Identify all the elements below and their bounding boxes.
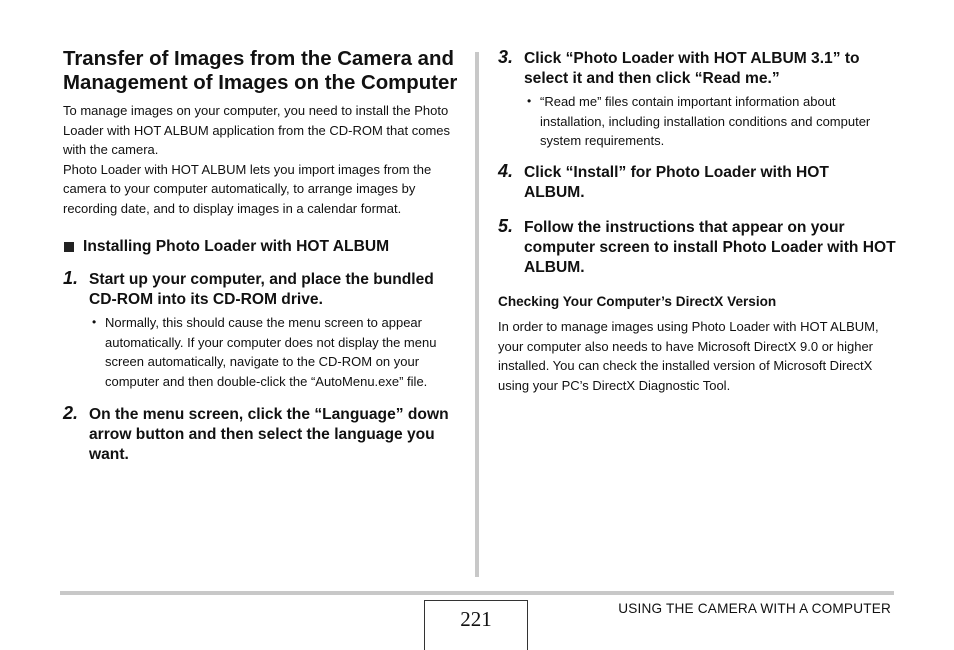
step-text: Start up your computer, and place the bundled CD-ROM into its CD-ROM drive.	[89, 271, 434, 308]
subheading: Checking Your Computer’s DirectX Version	[498, 294, 777, 309]
step-2	[63, 405, 458, 465]
step-bullet	[524, 92, 898, 151]
bullet-dot-icon: •	[527, 94, 532, 108]
step-text: Click “Photo Loader with HOT ALBUM 3.1” to select it and then click “Read me.”	[524, 50, 860, 87]
column-divider	[475, 52, 479, 577]
page-number: 221	[460, 607, 492, 631]
bullet-dot-icon: •	[92, 315, 97, 329]
step-text: Follow the instructions that appear on your computer screen to install Photo Loader with HOT ALBUM.	[524, 219, 896, 276]
intro-paragraph-2: Photo Loader with HOT ALBUM lets you import images from the camera to your computer automatically, to arrange images by recording date, and to display images in a calendar format.	[63, 161, 432, 216]
intro-text	[63, 101, 458, 218]
page-number-box	[424, 600, 528, 650]
step-text: Click “Install” for Photo Loader with HOT ALBUM.	[524, 164, 829, 201]
step-bullet-text: “Read me” files contain important information about installation, including installation conditions and computer system requirements.	[540, 94, 871, 148]
intro-paragraph-1: To manage images on your computer, you need to install the Photo Loader with HOT ALBUM application from the CD-ROM that comes with the camera.	[63, 103, 451, 157]
step-number: 1.	[63, 268, 79, 288]
square-bullet-icon	[64, 242, 74, 252]
step-bullet	[89, 313, 463, 391]
step-3	[498, 49, 898, 151]
step-4	[498, 163, 868, 203]
step-bullet-text: Normally, this should cause the menu screen to appear automatically. If your computer does not display the menu screen automatically, navigate to the CD-ROM on your computer and then double-click the “AutoMenu.exe” file.	[105, 315, 437, 389]
section-heading-label: Installing Photo Loader with HOT ALBUM	[83, 238, 390, 255]
chapter-title: USING THE CAMERA WITH A COMPUTER	[618, 601, 891, 616]
step-number: 3.	[498, 47, 514, 67]
step-5	[498, 218, 898, 278]
step-number: 2.	[63, 403, 79, 423]
step-number: 5.	[498, 216, 514, 236]
directx-paragraph: In order to manage images using Photo Loader with HOT ALBUM, your computer also needs to have Microsoft DirectX 9.0 or higher installed. You can check the installed version of Microsoft DirectX using your PC’s DirectX Diagnostic Tool.	[498, 319, 879, 393]
step-text: On the menu screen, click the “Language” down arrow button and then select the language you want.	[89, 406, 449, 463]
section-heading	[63, 237, 389, 257]
footer-rule	[60, 591, 894, 595]
page-title: Transfer of Images from the Camera and Management of Images on the Computer	[63, 48, 458, 94]
step-number: 4.	[498, 161, 514, 181]
step-1	[63, 270, 463, 391]
